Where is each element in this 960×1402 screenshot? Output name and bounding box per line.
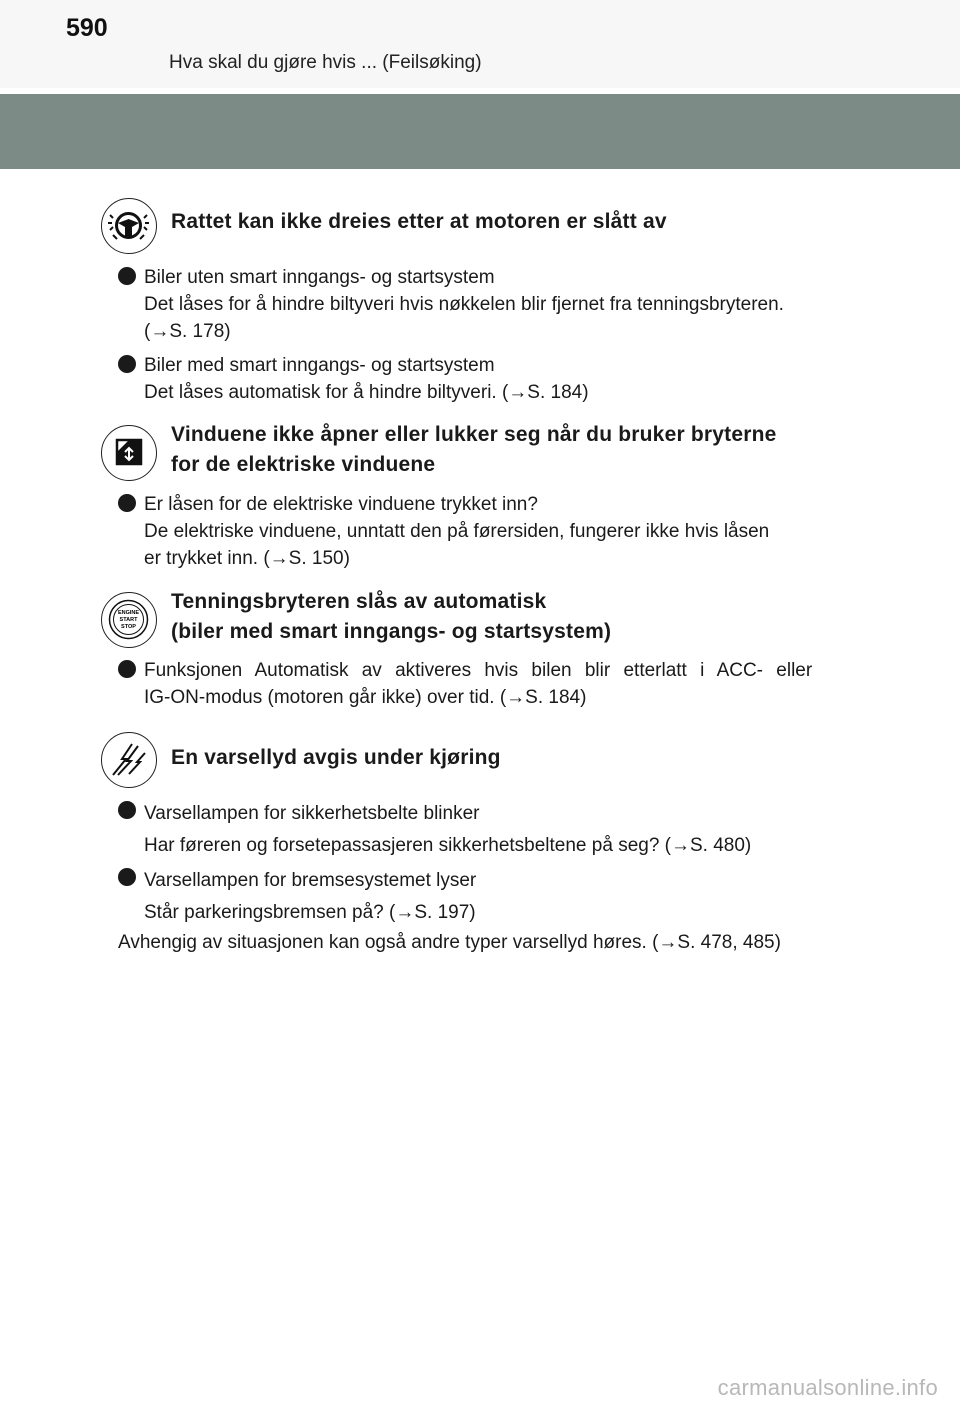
engine-start-stop-icon [101,592,157,648]
bullet [118,801,136,819]
list-item: Varsellampen for sikkerhetsbelte blinker Har føreren og forsetepassasjeren sikkerhetsbeltene på seg? (→S. 480) [118,798,858,862]
bullet [118,494,136,512]
section-title: Vinduene ikke åpner eller lukker seg når du bruker bryterne for de elektriske vinduene [171,423,777,476]
list-item: Varsellampen for bremsesystemet lyser Står parkeringsbremsen på? (→S. 197) [118,865,858,929]
note-text: Avhengig av situasjonen kan også andre typer varsellyd høres. (→S. 478, 485) [118,932,781,953]
section-title: En varsellyd avgis under kjøring [171,746,501,769]
svg-text:STOP: STOP [121,624,136,630]
watermark: carmanualsonline.info [717,1375,938,1400]
bullet [118,660,136,678]
bullet [118,868,136,886]
steering-wheel-lock-icon [101,198,157,254]
header-band [0,94,960,169]
bullet [118,267,136,285]
section-title: Tenningsbryteren slås av automatisk (biler med smart inngangs- og startsystem) [171,590,612,643]
power-window-icon [101,425,157,481]
warning-buzzer-icon [101,732,157,788]
svg-text:ENGINE: ENGINE [117,610,140,616]
list-item: Funksjonen Automatisk av aktiveres hvis bilen blir etterlatt i ACC- eller IG-ON-modus (motoren går ikke) over tid. (→S. 184) [118,657,858,711]
page-number: 590 [66,14,108,42]
list-item: Biler uten smart inngangs- og startsystem Det låses for å hindre biltyveri hvis nøkkelen blir fjernet fra tenningsbryteren. (→S. 178) [118,264,858,345]
list-item: Biler med smart inngangs- og startsystem Det låses automatisk for å hindre biltyveri. (→S. 184) [118,352,858,406]
section-title: Rattet kan ikke dreies etter at motoren er slått av [171,210,667,233]
list-item: Er låsen for de elektriske vinduene trykket inn? De elektriske vinduene, unntatt den på førersiden, fungerer ikke hvis låsen er trykket inn. (→S. 150) [118,491,858,572]
bullet [118,355,136,373]
page-header [0,0,960,88]
header-title: Hva skal du gjøre hvis ... (Feilsøking) [169,52,482,73]
svg-text:START: START [119,617,138,623]
